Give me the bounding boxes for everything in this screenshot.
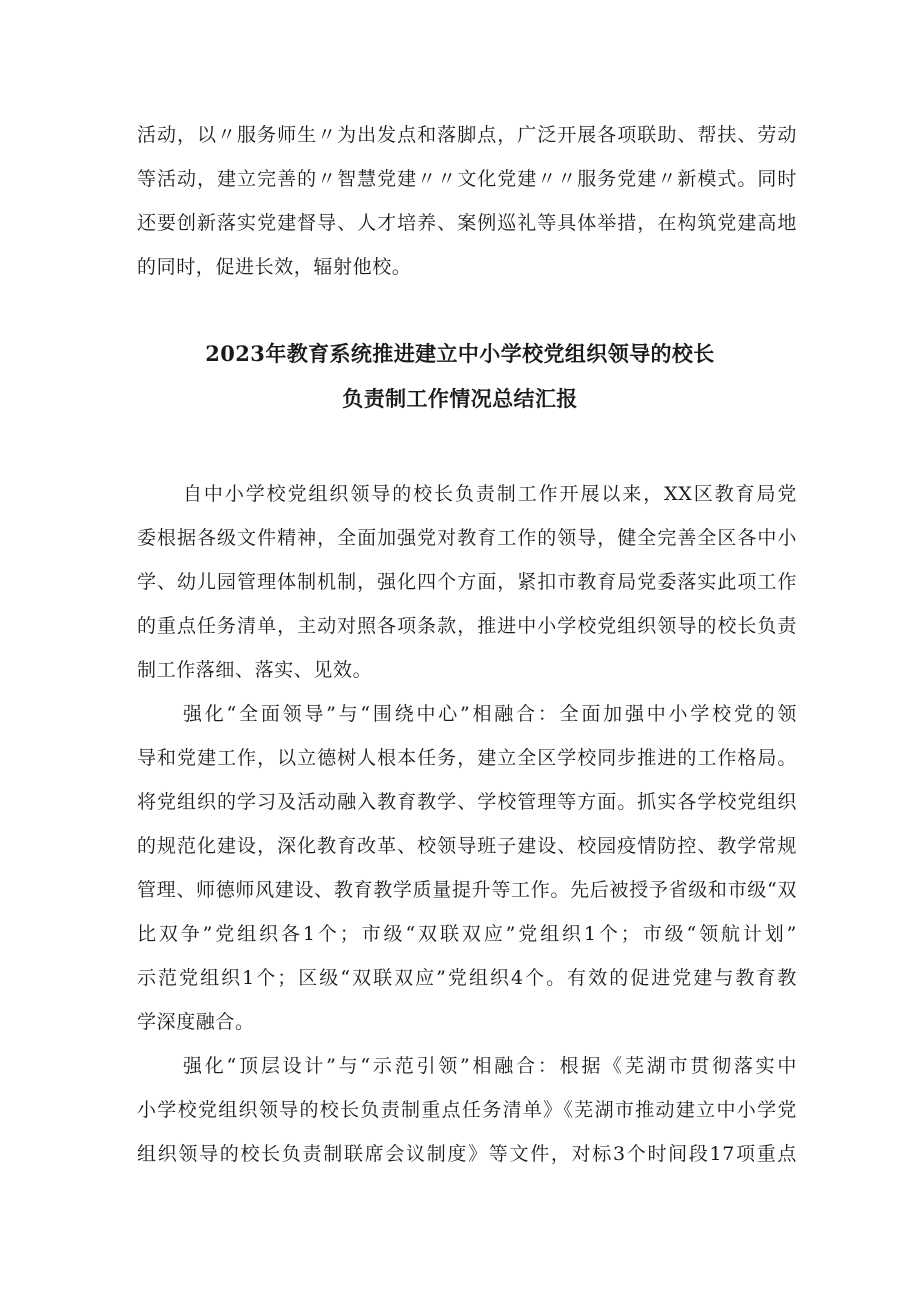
paragraph-line: 小学校党组织领导的校长负责制重点任务清单》《芜湖市推动建立中小学党 (137, 1099, 797, 1121)
paragraph-line: 管理、师德师风建设、教育教学质量提升等工作。先后被授予省级和市级“双 (137, 879, 797, 901)
paragraph-line: 示范党组织1个；区级“双联双应”党组织4个。有效的促进党建与教育教 (137, 967, 797, 989)
top-paragraph-line: 活动，以〃服务师生〃为出发点和落脚点，广泛开展各项联助、帮扶、劳动 (137, 124, 797, 146)
paragraph-line: 学深度融合。 (137, 1011, 255, 1033)
paragraph-line: 强化“顶层设计”与“示范引领”相融合：根据《芜湖市贯彻落实中 (183, 1055, 797, 1077)
paragraph-line: 强化“全面领导”与“围绕中心”相融合：全面加强中小学校党的领 (183, 703, 797, 725)
document-title: 负责制工作情况总结汇报 (342, 386, 578, 411)
top-paragraph-line: 的同时，促进长效，辐射他校。 (137, 256, 412, 278)
paragraph-line: 将党组织的学习及活动融入教育教学、学校管理等方面。抓实各学校党组织 (137, 791, 797, 813)
paragraph-line: 学、幼儿园管理体制机制，强化四个方面，紧扣市教育局党委落实此项工作 (137, 571, 797, 593)
paragraph-line: 导和党建工作，以立德树人根本任务，建立全区学校同步推进的工作格局。 (137, 747, 797, 769)
document-title: 2023年教育系统推进建立中小学校党组织领导的校长 (205, 341, 715, 366)
paragraph-line: 的重点任务清单，主动对照各项条款，推进中小学校党组织领导的校长负责 (137, 615, 797, 637)
paragraph-line: 组织领导的校长负责制联席会议制度》等文件，对标3个时间段17项重点 (137, 1143, 797, 1165)
paragraph-line: 比双争”党组织各1个；市级“双联双应”党组织1个；市级“领航计划” (137, 923, 797, 945)
paragraph-line: 委根据各级文件精神，全面加强党对教育工作的领导，健全完善全区各中小 (137, 527, 797, 549)
top-paragraph-line: 等活动，建立完善的〃智慧党建〃〃文化党建〃〃服务党建〃新模式。同时 (137, 168, 797, 190)
paragraph-line: 制工作落细、落实、见效。 (137, 659, 373, 681)
paragraph-line: 自中小学校党组织领导的校长负责制工作开展以来，XX区教育局党 (183, 483, 797, 505)
paragraph-line: 的规范化建设，深化教育改革、校领导班子建设、校园疫情防控、教学常规 (137, 835, 797, 857)
top-paragraph-line: 还要创新落实党建督导、人才培养、案例巡礼等具体举措，在构筑党建高地 (137, 212, 797, 234)
